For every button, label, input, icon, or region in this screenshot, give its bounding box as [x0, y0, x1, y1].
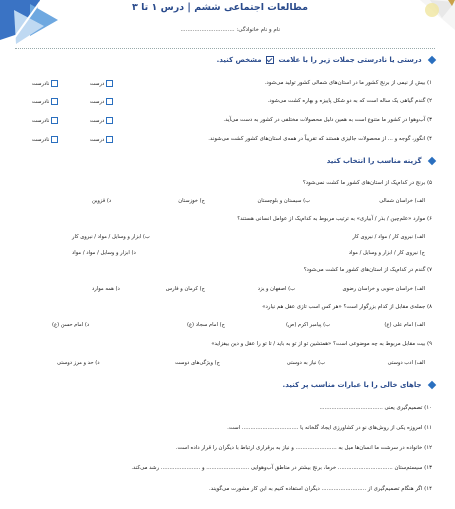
checkbox-icon[interactable]: [51, 136, 58, 143]
mc-option[interactable]: ج) کرمان و فارس: [165, 286, 205, 292]
section-true-false-title: [217, 56, 435, 64]
true-option[interactable]: درست: [90, 98, 113, 106]
checkbox-icon[interactable]: [51, 98, 58, 105]
section1-title-before: درستی یا نادرستی جملات زیر را با علامت: [278, 56, 422, 64]
mc-option[interactable]: ب) ابزار و وسایل / مواد / نیروی کار: [72, 234, 150, 240]
mc-option[interactable]: ج) امام سجاد (ع): [186, 322, 225, 328]
checkbox-icon[interactable]: [106, 80, 113, 87]
diamond-bullet-icon: [428, 56, 436, 64]
mc-option[interactable]: د) قزوین: [92, 198, 112, 204]
section-fill-blanks-title: جاهای خالی را با عبارات مناسب پر کنید.: [283, 381, 435, 389]
mc-option[interactable]: ب) نیاز به دوستی: [286, 360, 325, 366]
mc-option[interactable]: ج) ویژگی‌های دوست: [175, 360, 220, 366]
mc-option[interactable]: د) حد و مرز دوستی: [57, 360, 100, 366]
mc-option[interactable]: د) همه موارد: [92, 286, 120, 292]
section1-title-after: مشخص کنید.: [216, 56, 262, 64]
mc-option[interactable]: الف) نیروی کار / مواد / نیروی کار: [352, 234, 425, 240]
checkbox-icon[interactable]: [106, 98, 113, 105]
false-option[interactable]: نادرست: [32, 136, 58, 144]
checkbox-icon[interactable]: [106, 136, 113, 143]
false-option[interactable]: نادرست: [32, 80, 58, 88]
mc-option[interactable]: الف) خراسان جنوبی و خراسان رضوی: [342, 286, 425, 292]
true-option[interactable]: درست: [90, 117, 113, 125]
header-decoration-right: [360, 0, 455, 46]
true-option[interactable]: درست: [90, 80, 113, 88]
tf-question-text: ۳) آب‌وهوا در کشور ما متنوع است به همین دلیل محصولات مختلفی در کشور به دست می‌آید.: [223, 117, 432, 123]
tf-question-text: ۲) گندم گیاهی یک ساله است که به دو شکل پاییزه و بهاره کشت می‌شود.: [267, 98, 432, 104]
mc-option[interactable]: الف) ادب دوستی: [387, 360, 425, 366]
mc-option[interactable]: الف) امام علی (ع): [384, 322, 425, 328]
true-option[interactable]: درست: [90, 136, 113, 144]
header-divider: [15, 48, 435, 49]
mc-option[interactable]: د) امام حسن (ع): [52, 322, 90, 328]
mc-option[interactable]: الف) خراسان شمالی: [379, 198, 425, 204]
page-title: مطالعات اجتماعی ششم | درس ۱ تا ۳: [131, 2, 309, 13]
diamond-bullet-icon: [428, 157, 436, 165]
tf-question-text: ۱) بیش از نیمی از برنج کشور ما در استان‌های شمالی کشور تولید می‌شود.: [264, 80, 432, 86]
mc-option[interactable]: ب) سیستان و بلوچستان: [257, 198, 310, 204]
student-name-line: نام و نام خانوادگی: ...............................: [180, 27, 280, 33]
false-option[interactable]: نادرست: [32, 117, 58, 125]
checkmark-box-icon: [266, 56, 274, 64]
worksheet-page: مطالعات اجتماعی ششم | درس ۱ تا ۳ نام و نام خانوادگی: ............................... درستی یا نادرستی جملات زیر را با علامت مشخص کنید. ۱) بیش از نیمی از برنج کشور ما در استان‌های شمالی کشور تولید می‌شود. درست نادرست ۲) گندم گیاهی یک ساله است که به دو شکل پاییزه و بهاره کشت می‌شود. درست نادرست ۳) آب‌وهوا در کشور ما متنوع است به همین دلیل محصولات مختلفی در کشور به دست می‌آید. درست نادرست ۴) انگور، گوجه و ... از محصولات جالیزی هستند که تقریباً در همه‌ی استان‌های کشور کشت می‌شوند. درست نادرست گزینه مناسب را انتخاب کنید ۵) برنج در کدام‌یک از استان‌های کشور ما کشت نمی‌شود؟ الف) خراسان شمالی ب) سیستان و بلوچستان ج) خوزستان د) قزوین ۶) موارد «علم‌چین / بذر / آبیاری» به ترتیب مربوط به کدام‌یک از عوامل انسانی هستند؟ الف) نیروی کار / مواد / نیروی کار ب) ابزار و وسایل / مواد / نیروی کار ج) نیروی کار / ابزار و وسایل / مواد د) ابزار و وسایل / مواد / مواد ۷) گندم در کدام‌یک از استان‌های کشور ما کشت می‌شود؟ الف) خراسان جنوبی و خراسان رضوی ب) اصفهان و یزد ج) کرمان و فارس د) همه موارد ۸) جمله‌ی مقابل از کدام بزرگوار است؟ «هر کس اسب تازی عقل هم نیارد» الف) امام علی (ع) ب) پیامبر اکرم (ص) ج) امام سجاد (ع) د) امام حسن (ع) ۹) بیت مقابل مربوط به چه موضوعی است؟ «همتشین تو از تو به باید / تا تو را عقل و دین بیفزاید» الف) ادب دوستی ب) نیاز به دوستی ج) ویژگی‌های دوست د) حد و مرز دوستی جاهای خالی را با عبارات مناسب پر کنید. ۱۰) تصمیم‌گیری یعنی ..................................... ۱۱) امروزه یکی از روش‌های نو در کشاورزی ایجاد گلخانه یا ................................. است. ۱۲) خانواده در سرشت ما انسان‌ها میل به ........................ و نیاز به برقراری ارتباط با دیگران را قرار داده است. ۱۳) سیستم‌ستان ................................ خرما، برنج بیشتر در مناطق آب‌وهوایی ......................... و ....................... رشد می‌کند. ۱۴) اگر هنگام تصمیم‌گیری از .......................... دیگران استفاده کنیم به این کار مشورت می‌گویند.: [0, 0, 455, 509]
checkbox-icon[interactable]: [106, 117, 113, 124]
mc-option[interactable]: ج) خوزستان: [178, 198, 205, 204]
checkbox-icon[interactable]: [51, 117, 58, 124]
section-multiple-choice-title: گزینه مناسب را انتخاب کنید: [327, 157, 435, 165]
checkbox-icon[interactable]: [51, 80, 58, 87]
tf-question-text: ۴) انگور، گوجه و ... از محصولات جالیزی هستند که تقریباً در همه‌ی استان‌های کشور کشت می‌شوند.: [208, 136, 432, 142]
mc-option[interactable]: ج) نیروی کار / ابزار و وسایل / مواد: [348, 250, 425, 256]
mc-option[interactable]: ب) اصفهان و یزد: [257, 286, 295, 292]
mc-option[interactable]: ب) پیامبر اکرم (ص): [286, 322, 330, 328]
header-decoration-left: [0, 0, 60, 48]
false-option[interactable]: نادرست: [32, 98, 58, 106]
diamond-bullet-icon: [428, 381, 436, 389]
mc-option[interactable]: د) ابزار و وسایل / مواد / مواد: [72, 250, 136, 256]
